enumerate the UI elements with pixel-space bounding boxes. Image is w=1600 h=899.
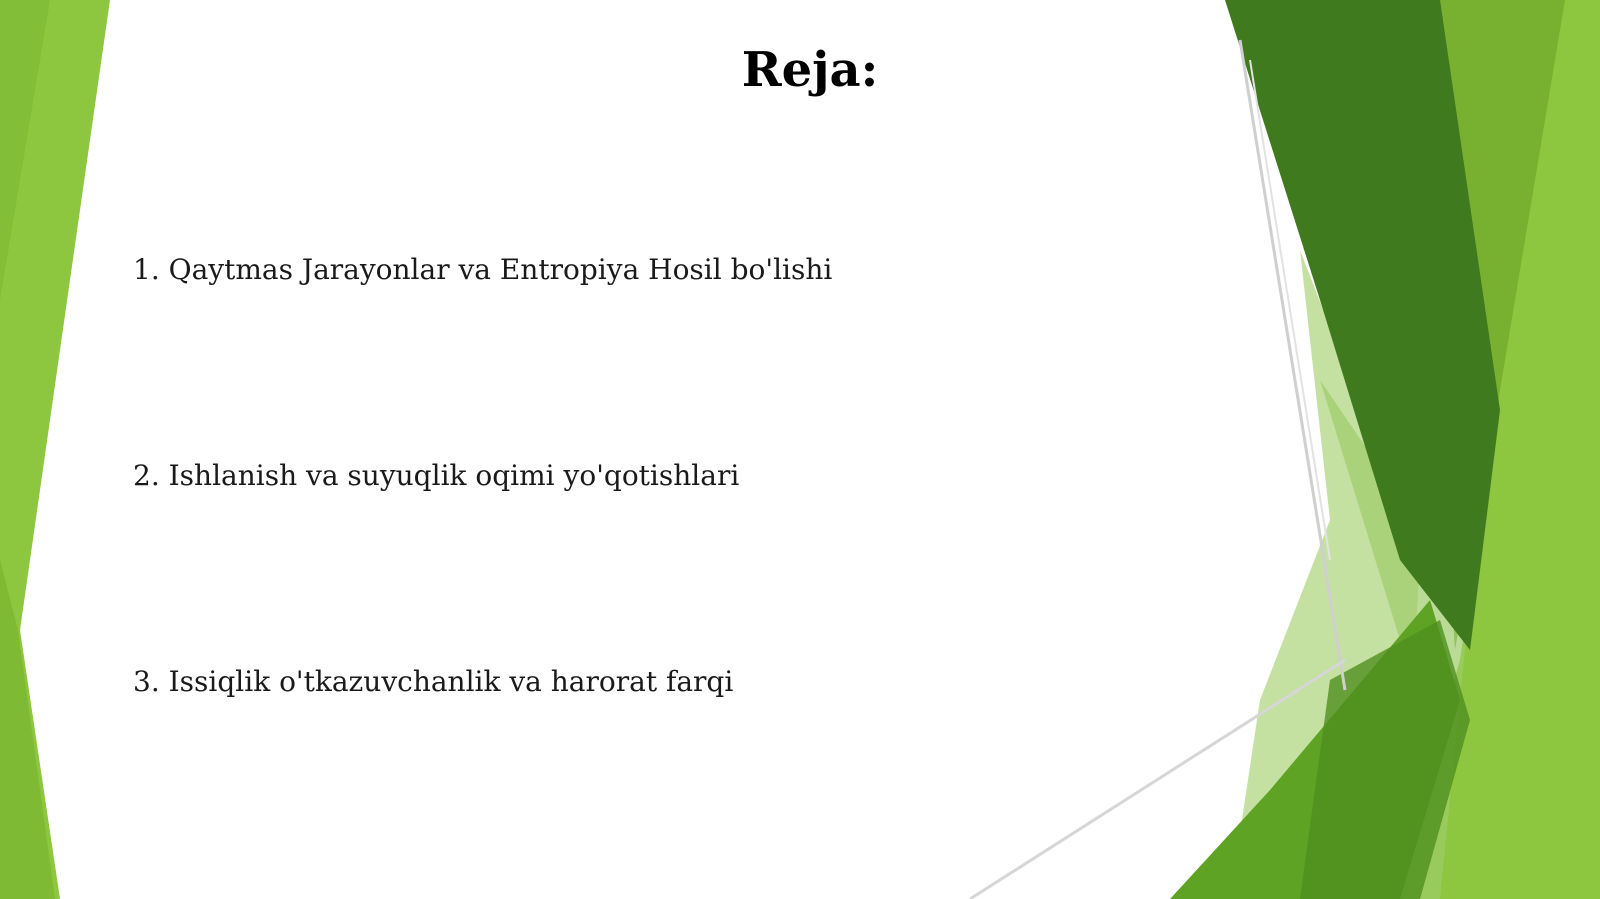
left-green-edge xyxy=(0,560,55,899)
plan-item-1: 1. Qaytmas Jarayonlar va Entropiya Hosil bo'lishi xyxy=(133,253,833,286)
plan-item-2: 2. Ishlanish va suyuqlik oqimi yo'qotishlari xyxy=(133,459,740,492)
plan-item-3: 3. Issiqlik o'tkazuvchanlik va harorat farqi xyxy=(133,665,734,698)
slide-title: Reja: xyxy=(741,42,879,98)
